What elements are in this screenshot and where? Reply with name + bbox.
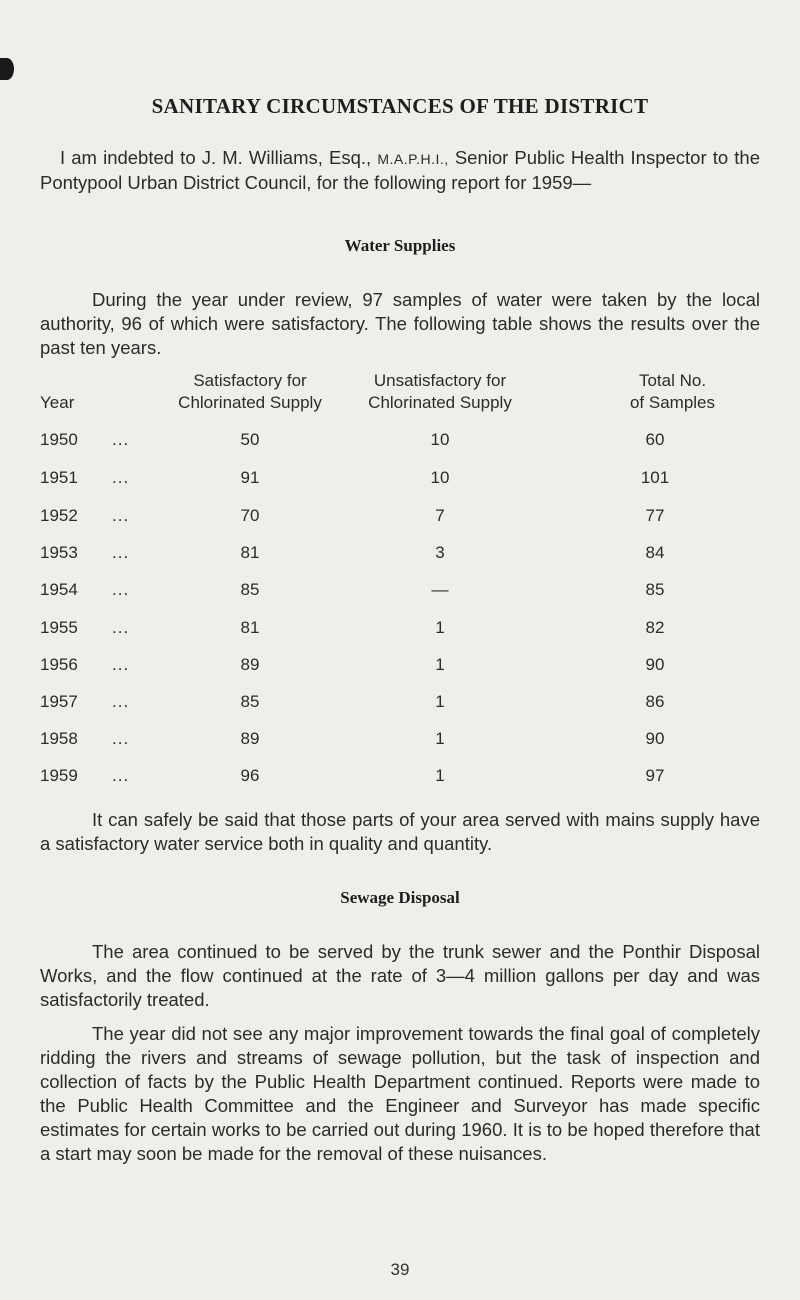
cell-year: 1951 [40,468,78,487]
cell-total: 86 [645,692,665,711]
sewage-paragraph-1: The area continued to be served by the trunk sewer and the Ponthir Disposal Works, and the flow continued at the rate of 3—4 million gallons per day and was satisfactorily treated. [40,941,760,1010]
sewage-disposal-heading: Sewage Disposal [340,888,460,907]
table-row [0,729,800,753]
cell-unsatisfactory: 7 [435,506,445,525]
cell-total: 60 [645,430,665,449]
col-header-satisfactory-line1: Satisfactory for [193,371,307,390]
intro-credentials: M.A.P.H.I., [377,151,449,167]
cell-unsatisfactory: 1 [435,655,445,674]
cell-satisfactory: 89 [240,655,260,674]
cell-year: 1959 [40,766,78,785]
col-header-total [585,370,760,414]
table-row [0,506,800,530]
intro-text-2: Senior Public Health Inspector to the Pontypool Urban District Council, for the following report for 1959— [40,147,760,193]
cell-satisfactory: 81 [240,618,260,637]
col-header-unsatisfactory-line1: Unsatisfactory for [373,371,507,390]
cell-year: 1950 [40,430,78,449]
cell-total: 101 [640,468,670,487]
table-row [0,692,800,716]
cell-year: 1956 [40,655,78,674]
cell-satisfactory: 85 [240,692,260,711]
cell-total: 82 [645,618,665,637]
cell-unsatisfactory: — [431,580,449,599]
cell-unsatisfactory: 1 [435,618,445,637]
cell-unsatisfactory: 10 [430,468,450,487]
col-header-total-line2: of Samples [629,393,716,412]
cell-year: 1952 [40,506,78,525]
cell-total: 97 [645,766,665,785]
leader-dots: ... [112,543,130,562]
col-header-satisfactory [140,370,360,414]
cell-satisfactory: 81 [240,543,260,562]
cell-year: 1954 [40,580,78,599]
leader-dots: ... [112,580,130,599]
table-row [0,580,800,604]
leader-dots: ... [112,729,130,748]
table-row [0,655,800,679]
cell-unsatisfactory: 1 [435,766,445,785]
col-header-year: Year [40,393,75,412]
cell-year: 1955 [40,618,78,637]
leader-dots: ... [112,430,130,449]
water-supplies-heading: Water Supplies [344,236,456,255]
intro-paragraph [40,146,760,195]
cell-satisfactory: 89 [240,729,260,748]
cell-satisfactory: 91 [240,468,260,487]
cell-total: 84 [645,543,665,562]
table-row [0,430,800,454]
cell-satisfactory: 50 [240,430,260,449]
sewage-paragraph-2: The year did not see any major improvement towards the final goal of completely ridding the rivers and streams of sewage pollution, but the task of inspection and collection of facts by the Public Health Department continued. Reports were made to the Public Health Committee and the Engineer and Surveyor has made specific estimates for certain works to be carried out during 1960. It is to be hoped therefore that a start may soon be made for the removal of these nuisances. [40,1023,760,1164]
cell-year: 1953 [40,543,78,562]
leader-dots: ... [112,618,130,637]
page-title: SANITARY CIRCUMSTANCES OF THE DISTRICT [151,94,649,118]
intro-text-1: I am indebted to J. M. Williams, Esq., [60,147,372,168]
water-intro-paragraph: During the year under review, 97 samples of water were taken by the local authority, 96 of which were satisfactory. The following table shows the results over the past ten years. [40,289,760,358]
col-header-unsatisfactory [330,370,550,414]
col-header-satisfactory-line2: Chlorinated Supply [178,393,322,412]
table-row [0,618,800,642]
cell-unsatisfactory: 10 [430,430,450,449]
col-header-total-line1: Total No. [638,371,707,390]
page-number: 39 [390,1260,410,1279]
cell-satisfactory: 85 [240,580,260,599]
cell-unsatisfactory: 1 [435,729,445,748]
cell-satisfactory: 96 [240,766,260,785]
cell-satisfactory: 70 [240,506,260,525]
col-header-unsatisfactory-line2: Chlorinated Supply [368,393,512,412]
water-conclusion-paragraph: It can safely be said that those parts of your area served with mains supply have a satisfactory water service both in quality and quantity. [40,809,760,854]
table-row [0,766,800,790]
cell-unsatisfactory: 3 [435,543,445,562]
table-row [0,543,800,567]
cell-total: 90 [645,729,665,748]
cell-total: 85 [645,580,665,599]
cell-total: 90 [645,655,665,674]
leader-dots: ... [112,506,130,525]
leader-dots: ... [112,655,130,674]
cell-unsatisfactory: 1 [435,692,445,711]
leader-dots: ... [112,692,130,711]
cell-year: 1957 [40,692,78,711]
cell-year: 1958 [40,729,78,748]
cell-total: 77 [645,506,665,525]
leader-dots: ... [112,766,130,785]
leader-dots: ... [112,468,130,487]
punch-hole-mark [0,58,14,80]
table-row [0,468,800,492]
